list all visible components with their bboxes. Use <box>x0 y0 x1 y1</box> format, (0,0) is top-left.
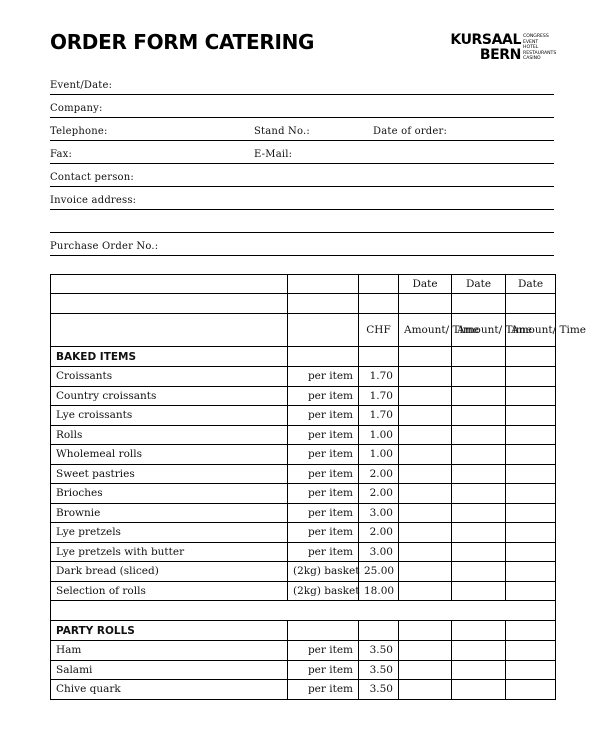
amount-entry-cell[interactable] <box>452 386 506 406</box>
amount-entry-cell[interactable] <box>506 641 556 661</box>
amount-entry-cell[interactable] <box>506 660 556 680</box>
item-unit: (2kg) basket <box>288 562 359 582</box>
item-unit: per item <box>288 523 359 543</box>
empty-cell <box>399 347 452 367</box>
logo-sub: EVENT <box>523 39 539 45</box>
item-unit: per item <box>288 367 359 387</box>
spacer-row <box>51 601 556 621</box>
item-price: 3.50 <box>359 641 399 661</box>
empty-cell <box>399 621 452 641</box>
customer-fields <box>50 72 554 256</box>
logo-line-bern: BERN <box>479 47 521 63</box>
amount-entry-cell[interactable] <box>506 562 556 582</box>
form-title: ORDER FORM CATERING <box>50 30 315 54</box>
order-table <box>50 274 587 700</box>
amount-entry-cell[interactable] <box>452 523 506 543</box>
item-price: 25.00 <box>359 562 399 582</box>
item-name: Lye pretzels with butter <box>51 542 288 562</box>
item-unit: (2kg) basket <box>288 581 359 601</box>
event-date-label: Event/Date: <box>50 80 113 91</box>
amount-entry-cell[interactable] <box>452 367 506 387</box>
empty-cell <box>51 601 556 621</box>
logo-sub: HOTEL <box>523 45 539 51</box>
date-entry-cell[interactable] <box>452 294 506 314</box>
empty-cell <box>288 347 359 367</box>
item-name: Croissants <box>51 367 288 387</box>
section-title: BAKED ITEMS <box>51 347 288 367</box>
empty-cell <box>452 621 506 641</box>
empty-cell <box>359 621 399 641</box>
item-name: Dark bread (sliced) <box>51 562 288 582</box>
amount-entry-cell[interactable] <box>452 660 506 680</box>
amount-header-row <box>51 314 556 347</box>
item-unit: per item <box>288 445 359 465</box>
amount-entry-cell[interactable] <box>399 641 452 661</box>
section-header-row <box>51 347 556 367</box>
item-price: 18.00 <box>359 581 399 601</box>
item-unit: per item <box>288 484 359 504</box>
item-price: 1.00 <box>359 445 399 465</box>
order-table-body <box>51 275 587 700</box>
item-price: 1.70 <box>359 367 399 387</box>
date-entry-cell[interactable] <box>506 294 556 314</box>
item-row <box>51 562 556 582</box>
item-name: Sweet pastries <box>51 464 288 484</box>
item-price: 3.50 <box>359 660 399 680</box>
item-unit: per item <box>288 503 359 523</box>
empty-cell <box>288 275 359 294</box>
logo-sub: RESTAURANTS <box>523 50 557 56</box>
amount-entry-cell[interactable] <box>452 680 506 700</box>
item-name: Chive quark <box>51 680 288 700</box>
date-header-row <box>51 275 556 294</box>
date-header: Date <box>399 275 452 294</box>
empty-cell <box>288 294 359 314</box>
item-row <box>51 523 556 543</box>
amount-entry-cell[interactable] <box>506 523 556 543</box>
date-entry-cell[interactable] <box>399 294 452 314</box>
item-row <box>51 425 556 445</box>
empty-cell <box>51 275 288 294</box>
amount-entry-cell[interactable] <box>506 581 556 601</box>
item-name: Brownie <box>51 503 288 523</box>
amount-entry-cell[interactable] <box>506 367 556 387</box>
item-name: Selection of rolls <box>51 581 288 601</box>
date-of-order-label: Date of order: <box>373 126 448 137</box>
item-name: Country croissants <box>51 386 288 406</box>
amount-entry-cell[interactable] <box>506 484 556 504</box>
fax-label: Fax: <box>50 149 73 160</box>
item-price: 1.70 <box>359 386 399 406</box>
amount-entry-cell[interactable] <box>399 386 452 406</box>
item-name: Rolls <box>51 425 288 445</box>
amount-entry-cell[interactable] <box>452 562 506 582</box>
item-row <box>51 680 556 700</box>
amount-entry-cell[interactable] <box>452 641 506 661</box>
telephone-label: Telephone: <box>50 126 108 137</box>
logo-sub: CONGRESS <box>523 34 549 39</box>
item-unit: per item <box>288 406 359 426</box>
amount-entry-cell[interactable] <box>452 581 506 601</box>
stand-no-label: Stand No.: <box>254 126 310 137</box>
item-row <box>51 641 556 661</box>
amount-entry-cell[interactable] <box>399 445 452 465</box>
amount-entry-cell[interactable] <box>399 680 452 700</box>
item-unit: per item <box>288 386 359 406</box>
item-price: 1.70 <box>359 406 399 426</box>
empty-cell <box>288 621 359 641</box>
item-row <box>51 386 556 406</box>
date-header: Date <box>506 275 556 294</box>
logo-line-kursaal: KURSAAL <box>450 32 521 48</box>
item-row <box>51 464 556 484</box>
invoice-address-field[interactable] <box>50 187 554 210</box>
item-price: 2.00 <box>359 484 399 504</box>
amount-entry-cell[interactable] <box>506 464 556 484</box>
item-row <box>51 445 556 465</box>
item-name: Wholemeal rolls <box>51 445 288 465</box>
empty-cell <box>51 294 288 314</box>
amount-entry-cell[interactable] <box>399 425 452 445</box>
item-unit: per item <box>288 660 359 680</box>
empty-cell <box>359 275 399 294</box>
item-name: Ham <box>51 641 288 661</box>
empty-cell <box>452 347 506 367</box>
amount-entry-cell[interactable] <box>452 484 506 504</box>
currency-header: CHF <box>359 314 399 347</box>
amount-entry-cell[interactable] <box>399 464 452 484</box>
amount-entry-cell[interactable] <box>506 406 556 426</box>
item-price: 1.00 <box>359 425 399 445</box>
item-unit: per item <box>288 464 359 484</box>
amount-entry-cell[interactable] <box>452 542 506 562</box>
purchase-order-label: Purchase Order No.: <box>50 241 159 252</box>
item-name: Lye croissants <box>51 406 288 426</box>
empty-cell <box>506 621 556 641</box>
invoice-address-label: Invoice address: <box>50 195 137 206</box>
item-unit: per item <box>288 641 359 661</box>
amount-entry-cell[interactable] <box>399 484 452 504</box>
section-title: PARTY ROLLS <box>51 621 288 641</box>
email-label: E-Mail: <box>254 149 293 160</box>
item-price: 3.00 <box>359 542 399 562</box>
amount-entry-cell[interactable] <box>506 503 556 523</box>
empty-cell <box>359 294 399 314</box>
item-name: Lye pretzels <box>51 523 288 543</box>
amount-entry-cell[interactable] <box>399 503 452 523</box>
amount-entry-cell[interactable] <box>506 386 556 406</box>
item-name: Brioches <box>51 484 288 504</box>
amount-entry-cell[interactable] <box>399 581 452 601</box>
amount-entry-cell[interactable] <box>506 425 556 445</box>
item-price: 2.00 <box>359 464 399 484</box>
amount-entry-cell[interactable] <box>506 445 556 465</box>
item-price: 3.50 <box>359 680 399 700</box>
empty-cell <box>51 314 288 347</box>
amount-entry-cell[interactable] <box>452 503 506 523</box>
amount-entry-cell[interactable] <box>399 367 452 387</box>
amount-time-header: Amount/ Time <box>399 314 452 347</box>
amount-entry-cell[interactable] <box>399 562 452 582</box>
empty-cell <box>288 314 359 347</box>
amount-entry-cell[interactable] <box>399 542 452 562</box>
amount-entry-cell[interactable] <box>452 425 506 445</box>
logo-subtitles <box>523 34 556 62</box>
amount-entry-cell[interactable] <box>452 445 506 465</box>
contact-person-field[interactable] <box>50 164 554 187</box>
item-row <box>51 484 556 504</box>
amount-entry-cell[interactable] <box>399 406 452 426</box>
empty-cell <box>359 347 399 367</box>
telephone-row[interactable] <box>50 118 554 141</box>
amount-entry-cell[interactable] <box>452 406 506 426</box>
item-row <box>51 503 556 523</box>
item-price: 2.00 <box>359 523 399 543</box>
event-date-field[interactable] <box>50 72 554 95</box>
date-header: Date <box>452 275 506 294</box>
fax-row[interactable] <box>50 141 554 164</box>
amount-time-header: Amount/ Time <box>506 314 556 347</box>
amount-entry-cell[interactable] <box>399 660 452 680</box>
amount-entry-cell[interactable] <box>399 523 452 543</box>
amount-time-header: Amount/ Time <box>452 314 506 347</box>
kursaal-bern-logo <box>447 33 567 67</box>
contact-person-label: Contact person: <box>50 172 134 183</box>
item-unit: per item <box>288 542 359 562</box>
item-row <box>51 406 556 426</box>
item-name: Salami <box>51 660 288 680</box>
item-unit: per item <box>288 425 359 445</box>
item-unit: per item <box>288 680 359 700</box>
section-header-row <box>51 621 556 641</box>
logo-sub: CASINO <box>523 56 541 62</box>
company-label: Company: <box>50 103 103 114</box>
item-row <box>51 367 556 387</box>
empty-cell <box>506 347 556 367</box>
item-price: 3.00 <box>359 503 399 523</box>
invoice-address-field-line2[interactable] <box>50 210 554 233</box>
logo-wordmark <box>447 33 521 63</box>
item-row <box>51 660 556 680</box>
item-row <box>51 581 556 601</box>
amount-entry-cell[interactable] <box>506 680 556 700</box>
purchase-order-field[interactable] <box>50 233 554 256</box>
item-row <box>51 542 556 562</box>
amount-entry-cell[interactable] <box>506 542 556 562</box>
amount-entry-cell[interactable] <box>452 464 506 484</box>
date-entry-row <box>51 294 556 314</box>
company-field[interactable] <box>50 95 554 118</box>
